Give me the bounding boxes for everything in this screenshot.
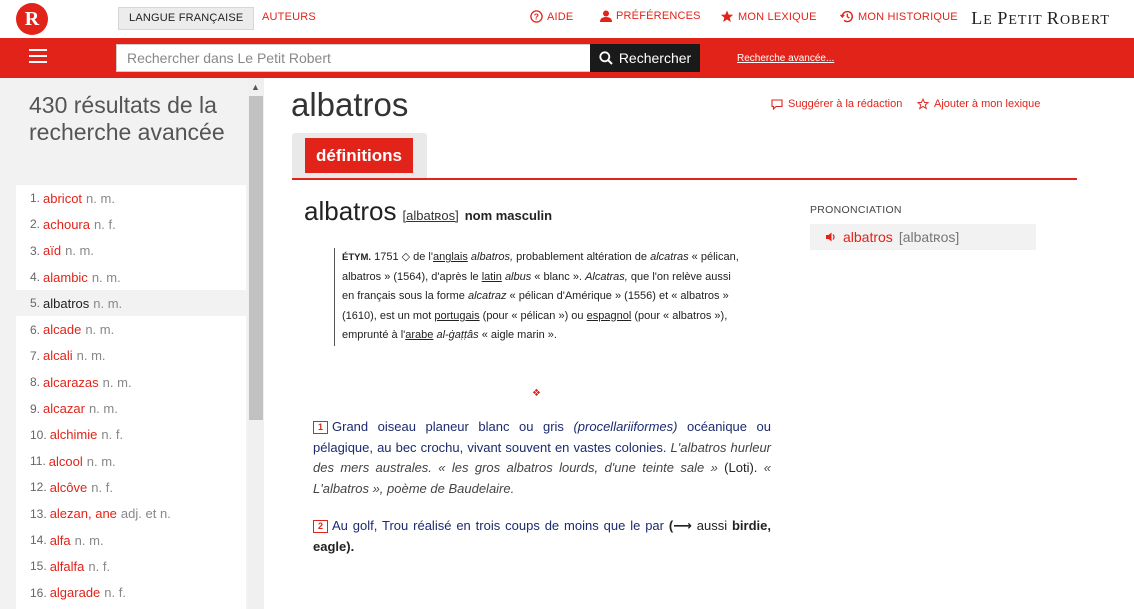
item-word: alcool xyxy=(48,453,83,469)
list-item[interactable] xyxy=(16,211,246,237)
item-number: 8. xyxy=(30,375,41,390)
sense-example: « L'albatros », poème de Baudelaire. xyxy=(313,460,771,496)
aide-link[interactable] xyxy=(530,10,573,23)
list-item[interactable] xyxy=(16,527,246,553)
sense-1 xyxy=(313,417,771,499)
star-outline-icon xyxy=(917,98,929,110)
item-number: 7. xyxy=(30,348,41,363)
scroll-up-arrow-icon[interactable]: ▲ xyxy=(251,82,260,92)
etym-link[interactable]: arabe xyxy=(405,329,434,341)
robert-logo[interactable]: R xyxy=(16,3,48,35)
item-number: 14. xyxy=(30,533,47,547)
sense-number: 1 xyxy=(313,421,328,434)
sense-definition: Au golf, Trou réalisé en trois coups de moins que le par xyxy=(332,518,669,533)
mon-lexique-link[interactable] xyxy=(720,10,817,23)
tab-underline-divider xyxy=(292,178,1077,180)
item-number: 10. xyxy=(30,427,47,442)
list-item[interactable] xyxy=(16,474,246,500)
user-icon xyxy=(600,10,612,22)
pronunciation-word: albatros xyxy=(843,229,893,245)
history-icon xyxy=(840,10,854,23)
separator-diamond-icon: ❖ xyxy=(532,388,541,399)
etym-link[interactable]: espagnol xyxy=(586,309,632,322)
sense-citation: (Loti). xyxy=(717,460,758,475)
etym-label: ÉTYM. xyxy=(342,252,372,263)
brand-part: R xyxy=(1046,8,1060,28)
list-item-active[interactable] xyxy=(16,290,246,316)
entry-pronunciation[interactable]: [albatʀos] xyxy=(402,208,459,223)
brand-part: E xyxy=(983,13,998,28)
etym-text: 1751 ◇ de l' xyxy=(371,251,433,263)
sense-number: 2 xyxy=(313,520,328,533)
item-word: abricot xyxy=(43,190,83,206)
star-icon xyxy=(720,10,734,23)
brand-part: OBERT xyxy=(1059,13,1110,28)
etym-link[interactable]: portugais xyxy=(434,309,480,322)
pronunciation-audio-button[interactable] xyxy=(810,224,1036,250)
item-word: alambic xyxy=(43,269,88,285)
item-gram: n. f. xyxy=(94,216,116,232)
item-word: alfalfa xyxy=(49,558,85,574)
item-number: 12. xyxy=(30,480,47,495)
mon-historique-link[interactable] xyxy=(840,10,958,23)
preferences-label: PRÉFÉRENCES xyxy=(616,10,701,22)
sense-definition: Grand oiseau planeur blanc ou gris xyxy=(332,419,574,434)
menu-icon[interactable] xyxy=(29,49,47,65)
aide-label: AIDE xyxy=(547,10,574,23)
results-sidebar xyxy=(0,78,264,609)
item-number: 3. xyxy=(30,243,41,258)
scrollbar-thumb[interactable] xyxy=(249,96,263,420)
sense-definition: océanique ou pélagique, au bec crochu, vivant souvent en vastes colonies. xyxy=(313,419,771,455)
etymology-block xyxy=(334,248,744,346)
etym-italic: alcatras xyxy=(650,251,689,263)
entry-headword: albatros xyxy=(304,196,397,226)
list-item[interactable] xyxy=(16,501,246,527)
item-word: alcade xyxy=(43,322,82,338)
item-number: 4. xyxy=(30,270,41,285)
item-number: 2. xyxy=(30,217,41,232)
item-gram: n. m. xyxy=(76,348,106,364)
item-number: 16. xyxy=(30,585,47,600)
sidebar-scrollbar[interactable] xyxy=(248,78,264,609)
item-gram: n. f. xyxy=(101,427,124,443)
etym-link[interactable]: anglais xyxy=(432,251,468,263)
etym-italic: alcatraz xyxy=(467,290,507,302)
pronunciation-panel-title: PRONONCIATION xyxy=(810,204,902,216)
item-word: alfa xyxy=(49,532,71,548)
etym-italic: al-ġaṭṭâs xyxy=(436,329,479,341)
item-gram: n. m. xyxy=(102,374,132,390)
speaker-icon xyxy=(826,232,837,242)
search-button-label: Rechercher xyxy=(618,50,692,66)
see-arrow: (⟶ xyxy=(668,518,692,533)
search-button[interactable] xyxy=(590,44,700,72)
auteurs-link[interactable]: AUTEURS xyxy=(262,11,316,23)
etym-text: que l'on relève aussi en français sous la forme xyxy=(342,270,731,302)
item-word: alezan, ane xyxy=(49,506,117,522)
advanced-search-link[interactable]: Recherche avancée... xyxy=(737,53,835,64)
etym-text: (pour « albatros »), emprunté à l' xyxy=(342,309,728,341)
item-word: achoura xyxy=(43,216,90,232)
etym-italic: albus xyxy=(504,270,532,283)
list-item[interactable] xyxy=(16,553,246,579)
etym-text: « aigle marin ». xyxy=(478,329,557,341)
list-item[interactable] xyxy=(16,448,246,474)
add-lexique-label: Ajouter à mon lexique xyxy=(934,98,1041,110)
list-item[interactable] xyxy=(16,238,246,264)
item-number: 5. xyxy=(30,296,41,311)
etym-text: probablement altération de xyxy=(513,251,651,263)
add-to-lexique-link[interactable] xyxy=(917,98,1040,110)
search-input[interactable] xyxy=(116,44,591,72)
item-word: alchimie xyxy=(49,427,98,443)
results-list xyxy=(16,185,246,609)
etym-italic: Alcatras, xyxy=(585,270,628,283)
item-word: algarade xyxy=(49,585,101,601)
suggest-label: Suggérer à la rédaction xyxy=(788,98,903,110)
sense-example: L'albatros hurleur des mers australes. « les gros albatros lourds, d'une teinte sale » xyxy=(313,439,772,475)
results-title: 430 résultats de la recherche avancée xyxy=(29,92,225,145)
item-word: alcarazas xyxy=(43,374,99,390)
etym-italic: albatros, xyxy=(470,251,514,263)
page-title: albatros xyxy=(291,86,409,123)
help-icon xyxy=(530,10,543,23)
item-gram: n. m. xyxy=(93,295,123,311)
brand-part: ETIT xyxy=(1008,13,1047,28)
item-gram: n. m. xyxy=(86,190,115,206)
etym-text: « pélican d'Amérique » (1556) et « albatros » (1610), est un mot xyxy=(342,290,729,322)
item-number: 11. xyxy=(30,454,46,469)
item-word: alcali xyxy=(43,348,73,364)
etym-link[interactable]: latin xyxy=(481,270,502,283)
item-gram: adj. et n. xyxy=(120,506,171,522)
item-number: 13. xyxy=(30,506,47,521)
item-gram: n. m. xyxy=(91,269,121,285)
see-also-refs[interactable]: birdie, eagle). xyxy=(313,518,771,554)
etym-text: « blanc ». xyxy=(531,270,586,283)
search-icon xyxy=(599,51,613,65)
item-gram: n. f. xyxy=(91,479,113,495)
list-item[interactable] xyxy=(16,316,246,342)
pronunciation-ipa: [albatʀos] xyxy=(898,229,960,245)
top-bar xyxy=(0,0,1134,38)
list-item[interactable] xyxy=(16,343,246,369)
sense-2 xyxy=(313,516,771,557)
langue-francaise-button[interactable]: LANGUE FRANÇAISE xyxy=(118,7,254,30)
entry-header xyxy=(304,196,552,227)
item-word: albatros xyxy=(43,295,90,311)
see-also-word: aussi xyxy=(691,518,732,533)
item-gram: n. m. xyxy=(74,532,104,548)
item-number: 6. xyxy=(30,322,41,337)
item-gram: n. f. xyxy=(88,558,111,574)
mon-historique-label: MON HISTORIQUE xyxy=(858,10,958,23)
item-number: 9. xyxy=(30,401,41,416)
etym-text: « pélican, albatros » (1564), d'après le xyxy=(342,251,739,283)
item-word: alcazar xyxy=(43,401,85,417)
brand-name xyxy=(971,8,1110,29)
item-word: alcôve xyxy=(49,479,88,495)
item-number: 15. xyxy=(30,559,47,574)
item-number: 1. xyxy=(30,191,41,206)
list-item[interactable] xyxy=(16,185,246,211)
item-gram: n. m. xyxy=(65,243,94,259)
list-item[interactable] xyxy=(16,369,246,395)
preferences-link[interactable] xyxy=(600,10,701,22)
entry-grammar: nom masculin xyxy=(464,208,553,223)
search-bar xyxy=(0,38,1134,78)
item-gram: n. m. xyxy=(85,322,115,338)
item-gram: n. f. xyxy=(104,585,126,601)
sense-parenthetical: (procellariiformes) xyxy=(573,419,678,434)
list-item[interactable] xyxy=(16,579,246,605)
tab-definitions[interactable]: définitions xyxy=(305,138,413,173)
list-item[interactable] xyxy=(16,422,246,448)
list-item[interactable] xyxy=(16,264,246,290)
item-gram: n. m. xyxy=(88,401,118,417)
suggest-redaction-link[interactable] xyxy=(771,98,902,110)
etym-text: (pour « pélican ») ou xyxy=(479,309,587,322)
svg-text:?: ? xyxy=(533,11,540,22)
list-item[interactable] xyxy=(16,395,246,421)
brand-part: P xyxy=(997,8,1009,28)
tab-bar xyxy=(292,133,427,178)
mon-lexique-label: MON LEXIQUE xyxy=(738,10,817,23)
item-gram: n. m. xyxy=(86,453,116,469)
comment-icon xyxy=(771,99,783,110)
brand-part: L xyxy=(971,8,984,28)
item-word: aïd xyxy=(43,243,62,259)
